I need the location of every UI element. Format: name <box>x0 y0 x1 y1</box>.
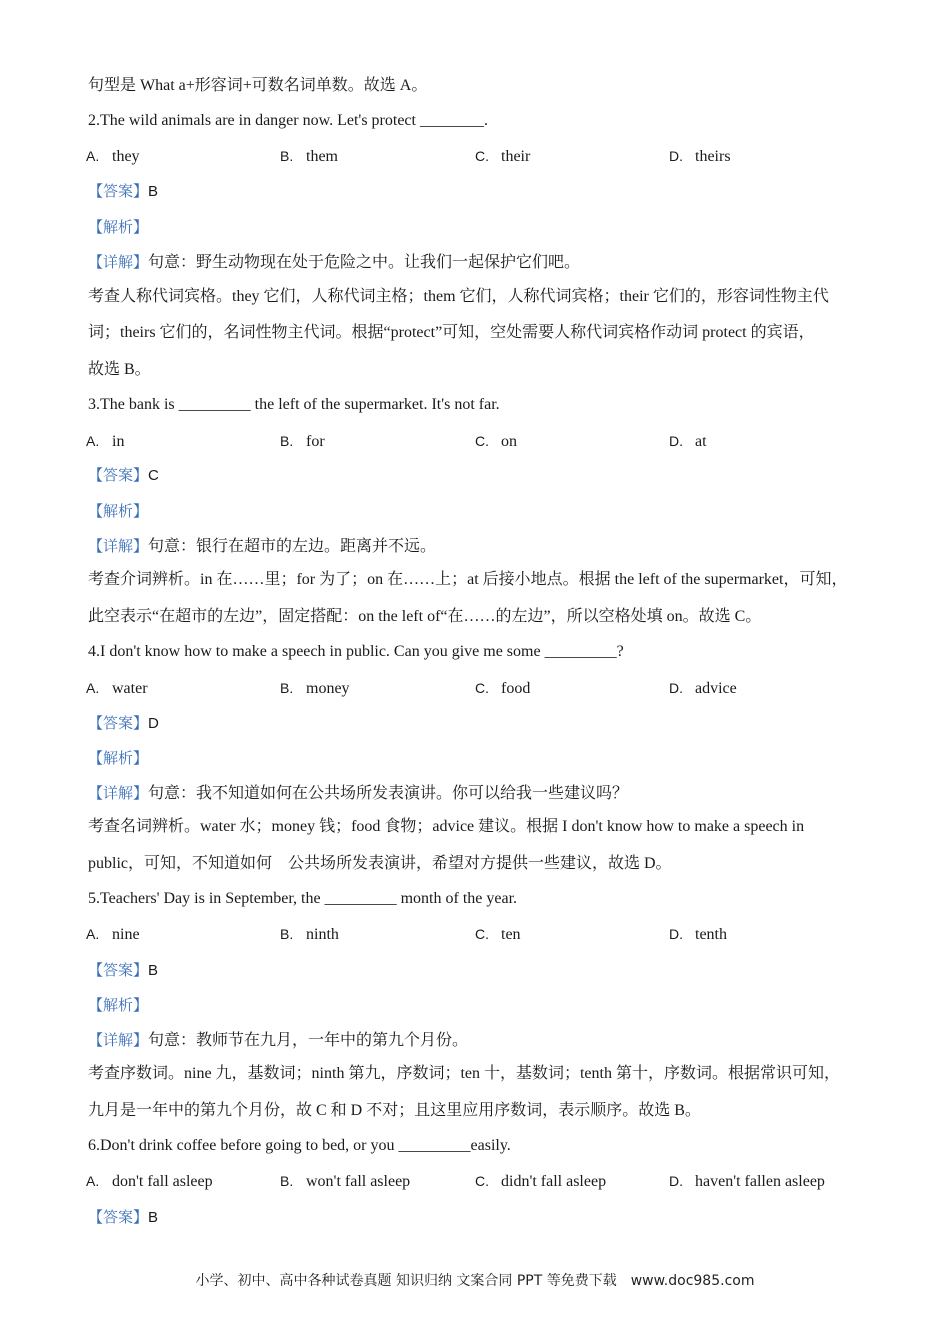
explain-line: 考查名词辨析。water 水；money 钱；food 食物；advice 建议。根据 I don't know how to make a speech in <box>88 818 805 835</box>
answer-line: 【答案】C <box>88 466 159 484</box>
option-a: A. don't fall asleep <box>86 1173 213 1190</box>
answer-line: 【答案】D <box>88 714 159 732</box>
explain-line: 九月是一年中的第九个月份，故 C 和 D 不对；且这里应用序数词，表示顺序。故选 B。 <box>88 1102 701 1119</box>
analysis-tag: 【解析】 <box>88 749 149 767</box>
question-2: 2.The wild animals are in danger now. Let's protect ________. <box>88 112 488 129</box>
page-footer: 小学、初中、高中各种试卷真题 知识归纳 文案合同 PPT 等免费下载 www.doc985.com <box>195 1273 755 1289</box>
option-d: D. tenth <box>669 926 727 943</box>
option-b: B. won't fall asleep <box>280 1173 411 1190</box>
options-q6 <box>86 1170 886 1192</box>
detail-line: 【详解】句意：教师节在九月，一年中的第九个月份。 <box>88 1031 469 1049</box>
analysis-tag: 【解析】 <box>88 218 149 236</box>
option-d: D. at <box>669 433 707 450</box>
options-q4 <box>86 677 886 699</box>
intro-text: 句型是 What a+形容词+可数名词单数。故选 A。 <box>88 77 428 94</box>
options-q2 <box>86 145 886 167</box>
question-6: 6.Don't drink coffee before going to bed, or you _________easily. <box>88 1137 511 1154</box>
option-d: D. haven't fallen asleep <box>669 1173 825 1190</box>
option-d: D. advice <box>669 680 737 697</box>
explain-line: 考查介词辨析。in 在……里；for 为了；on 在……上；at 后接小地点。根据 the left of the supermarket，可知， <box>88 571 848 588</box>
option-c: C. their <box>475 148 531 165</box>
options-q5 <box>86 923 886 945</box>
question-3: 3.The bank is _________ the left of the supermarket. It's not far. <box>88 396 500 413</box>
option-c: C. food <box>475 680 531 697</box>
option-a: A. in <box>86 433 125 450</box>
answer-line: 【答案】B <box>88 961 159 979</box>
option-c: C. on <box>475 433 517 450</box>
option-a: A. they <box>86 148 140 165</box>
option-b: B. them <box>280 148 338 165</box>
option-d: D. theirs <box>669 148 731 165</box>
analysis-tag: 【解析】 <box>88 502 149 520</box>
option-c: C. ten <box>475 926 521 943</box>
options-q3 <box>86 430 886 452</box>
detail-line: 【详解】句意：银行在超市的左边。距离并不远。 <box>88 537 437 555</box>
answer-line: 【答案】B <box>88 1208 159 1226</box>
question-4: 4.I don't know how to make a speech in public. Can you give me some _________? <box>88 643 624 660</box>
explain-line: 考查序数词。nine 九，基数词；ninth 第九，序数词；ten 十，基数词；tenth 第十，序数词。根据常识可知， <box>88 1065 840 1082</box>
option-b: B. money <box>280 680 350 697</box>
explain-line: 词；theirs 它们的，名词性物主代词。根据“protect”可知，空处需要人称代词宾格作动词 protect 的宾语， <box>88 324 815 341</box>
explain-line: 此空表示“在超市的左边”，固定搭配：on the left of“在……的左边”，所以空格处填 on。故选 C。 <box>88 608 762 625</box>
option-a: A. nine <box>86 926 140 943</box>
answer-line: 【答案】B <box>88 182 159 200</box>
detail-line: 【详解】句意：我不知道如何在公共场所发表演讲。你可以给我一些建议吗？ <box>88 784 629 802</box>
explain-line: 考查人称代词宾格。they 它们，人称代词主格；them 它们，人称代词宾格；their 它们的，形容词性物主代 <box>88 288 829 305</box>
explain-line: 故选 B。 <box>88 361 151 378</box>
option-a: A. water <box>86 680 148 697</box>
explain-line: public，可知，不知道如何 公共场所发表演讲，希望对方提供一些建议，故选 D。 <box>88 855 672 872</box>
detail-line: 【详解】句意：野生动物现在处于危险之中。让我们一起保护它们吧。 <box>88 253 581 271</box>
option-c: C. didn't fall asleep <box>475 1173 607 1190</box>
question-5: 5.Teachers' Day is in September, the _________ month of the year. <box>88 890 518 907</box>
analysis-tag: 【解析】 <box>88 996 149 1014</box>
option-b: B. ninth <box>280 926 339 943</box>
option-b: B. for <box>280 433 325 450</box>
